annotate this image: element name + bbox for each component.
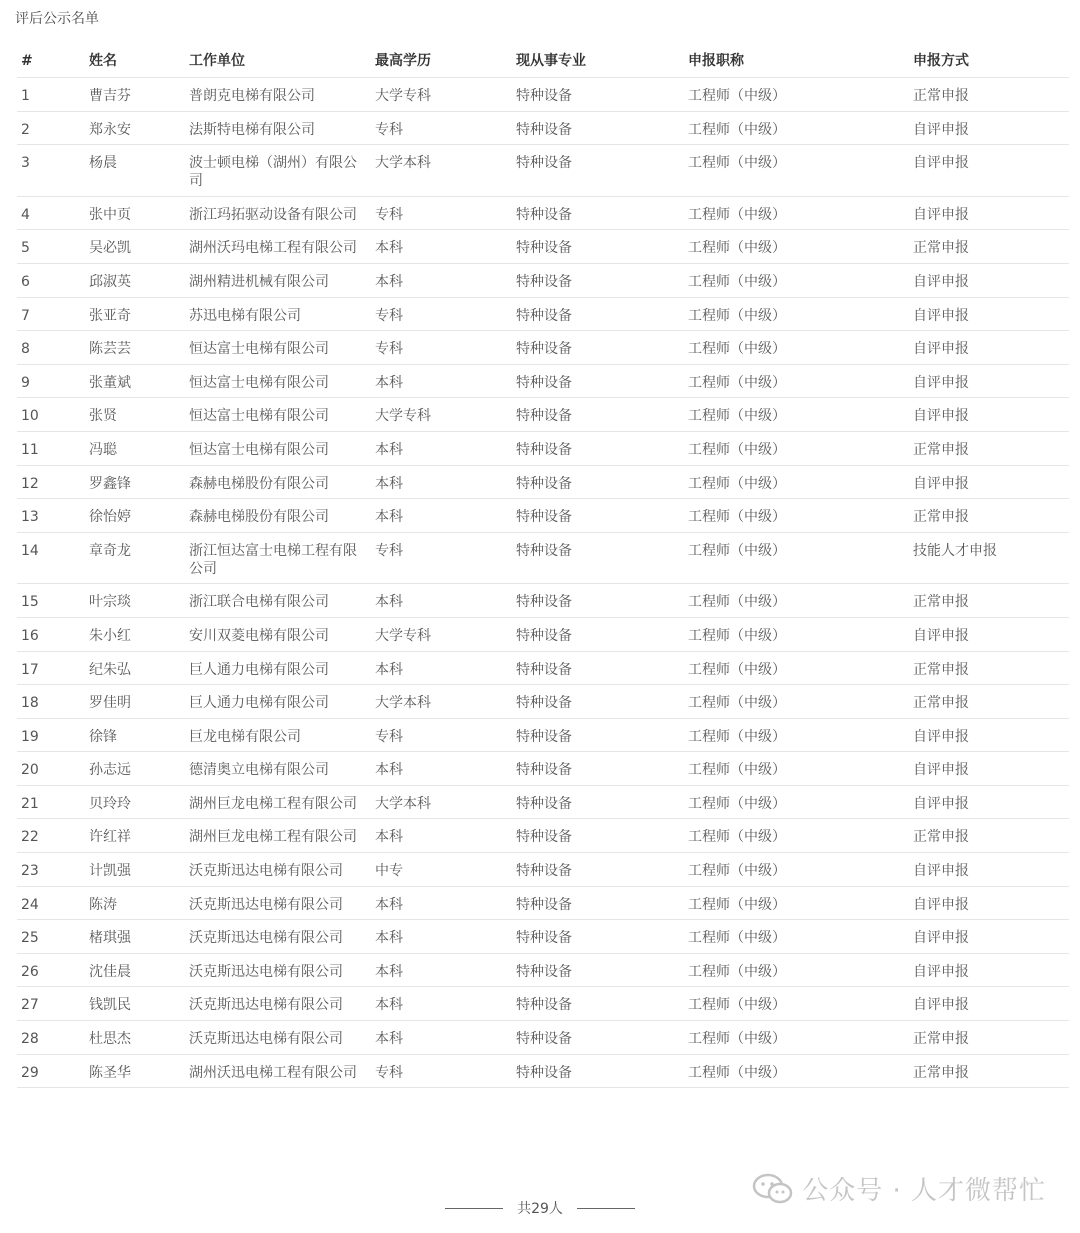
table-row xyxy=(17,954,1069,988)
table-row xyxy=(17,78,1069,112)
cell-method: 自评申报 xyxy=(913,475,969,492)
cell-name: 徐怡婷 xyxy=(89,509,131,526)
cell-name: 张贤 xyxy=(89,408,117,425)
cell-index: 9 xyxy=(21,374,30,391)
cell-employer: 湖州沃迅电梯工程有限公司 xyxy=(189,1064,357,1081)
cell-employer: 法斯特电梯有限公司 xyxy=(189,121,315,138)
cell-index: 6 xyxy=(21,273,30,290)
cell-index: 27 xyxy=(21,997,39,1014)
cell-title: 工程师（中级） xyxy=(688,273,786,290)
cell-title: 工程师（中级） xyxy=(688,963,786,980)
cell-employer: 湖州沃玛电梯工程有限公司 xyxy=(189,240,357,257)
cell-method: 正常申报 xyxy=(913,829,969,846)
cell-index: 5 xyxy=(21,240,30,257)
cell-name: 徐锋 xyxy=(89,728,117,745)
cell-index: 7 xyxy=(21,307,30,324)
cell-name: 计凯强 xyxy=(89,863,131,880)
table-row xyxy=(17,331,1069,365)
cell-name: 陈芸芸 xyxy=(89,341,131,358)
cell-name: 邱淑英 xyxy=(89,273,131,290)
total-count: 共29人 xyxy=(517,1201,563,1217)
cell-method: 自评申报 xyxy=(913,930,969,947)
cell-index: 3 xyxy=(21,155,30,172)
cell-name: 许红祥 xyxy=(89,829,131,846)
cell-education: 本科 xyxy=(375,963,403,980)
cell-index: 21 xyxy=(21,795,39,812)
cell-education: 专科 xyxy=(375,728,403,745)
cell-employer: 湖州巨龙电梯工程有限公司 xyxy=(189,795,357,812)
cell-name: 贝玲玲 xyxy=(89,795,131,812)
header-index: # xyxy=(21,53,33,69)
cell-employer: 安川双菱电梯有限公司 xyxy=(189,627,329,644)
cell-name: 章奇龙 xyxy=(89,542,131,559)
cell-name: 罗佳明 xyxy=(89,695,131,712)
cell-education: 本科 xyxy=(375,997,403,1014)
cell-title: 工程师（中级） xyxy=(688,374,786,391)
cell-method: 自评申报 xyxy=(913,762,969,779)
cell-title: 工程师（中级） xyxy=(688,1064,786,1081)
cell-specialty: 特种设备 xyxy=(516,1064,572,1081)
footer-divider-left xyxy=(445,1208,503,1209)
cell-education: 本科 xyxy=(375,661,403,678)
table-row xyxy=(17,230,1069,264)
cell-education: 专科 xyxy=(375,307,403,324)
cell-method: 技能人才申报 xyxy=(913,542,997,559)
footer-divider-right xyxy=(577,1208,635,1209)
watermark xyxy=(752,1170,1046,1207)
cell-index: 25 xyxy=(21,930,39,947)
cell-employer: 恒达富士电梯有限公司 xyxy=(189,374,329,391)
cell-method: 正常申报 xyxy=(913,88,969,104)
cell-specialty: 特种设备 xyxy=(516,627,572,644)
table-row xyxy=(17,1021,1069,1055)
cell-employer: 湖州巨龙电梯工程有限公司 xyxy=(189,829,357,846)
cell-employer: 浙江恒达富士电梯工程有限公司 xyxy=(189,542,357,577)
cell-name: 郑永安 xyxy=(89,121,131,138)
cell-title: 工程师（中级） xyxy=(688,88,786,104)
cell-specialty: 特种设备 xyxy=(516,121,572,138)
table-row xyxy=(17,652,1069,686)
cell-method: 自评申报 xyxy=(913,206,969,223)
cell-name: 张董斌 xyxy=(89,374,131,391)
cell-employer: 巨人通力电梯有限公司 xyxy=(189,695,329,712)
cell-employer: 巨龙电梯有限公司 xyxy=(189,728,301,745)
cell-method: 正常申报 xyxy=(913,441,969,458)
cell-specialty: 特种设备 xyxy=(516,408,572,425)
cell-specialty: 特种设备 xyxy=(516,155,572,172)
cell-index: 8 xyxy=(21,341,30,358)
cell-education: 本科 xyxy=(375,829,403,846)
table-row xyxy=(17,752,1069,786)
cell-title: 工程师（中级） xyxy=(688,930,786,947)
table-header-row xyxy=(17,44,1069,78)
cell-specialty: 特种设备 xyxy=(516,795,572,812)
cell-method: 正常申报 xyxy=(913,661,969,678)
cell-method: 自评申报 xyxy=(913,997,969,1014)
table-row xyxy=(17,920,1069,954)
cell-specialty: 特种设备 xyxy=(516,509,572,526)
cell-employer: 恒达富士电梯有限公司 xyxy=(189,408,329,425)
cell-education: 本科 xyxy=(375,762,403,779)
cell-education: 大学本科 xyxy=(375,155,431,172)
cell-specialty: 特种设备 xyxy=(516,441,572,458)
cell-education: 本科 xyxy=(375,240,403,257)
cell-title: 工程师（中级） xyxy=(688,896,786,913)
cell-index: 23 xyxy=(21,863,39,880)
cell-employer: 沃克斯迅达电梯有限公司 xyxy=(189,896,343,913)
cell-employer: 森赫电梯股份有限公司 xyxy=(189,475,329,492)
cell-education: 专科 xyxy=(375,542,403,559)
cell-education: 专科 xyxy=(375,341,403,358)
cell-title: 工程师（中级） xyxy=(688,1031,786,1048)
cell-title: 工程师（中级） xyxy=(688,408,786,425)
cell-name: 罗鑫锋 xyxy=(89,475,131,492)
table-row xyxy=(17,853,1069,887)
cell-specialty: 特种设备 xyxy=(516,997,572,1014)
table-row xyxy=(17,197,1069,231)
cell-name: 陈涛 xyxy=(89,896,117,913)
cell-specialty: 特种设备 xyxy=(516,963,572,980)
cell-index: 20 xyxy=(21,762,39,779)
cell-name: 吴必凯 xyxy=(89,240,131,257)
cell-method: 自评申报 xyxy=(913,896,969,913)
table-row xyxy=(17,466,1069,500)
cell-method: 自评申报 xyxy=(913,273,969,290)
cell-title: 工程师（中级） xyxy=(688,762,786,779)
cell-name: 陈圣华 xyxy=(89,1064,131,1081)
cell-index: 17 xyxy=(21,661,39,678)
cell-title: 工程师（中级） xyxy=(688,441,786,458)
cell-method: 自评申报 xyxy=(913,374,969,391)
cell-education: 本科 xyxy=(375,1031,403,1048)
cell-method: 正常申报 xyxy=(913,695,969,712)
cell-specialty: 特种设备 xyxy=(516,475,572,492)
cell-index: 29 xyxy=(21,1064,39,1081)
cell-method: 自评申报 xyxy=(913,627,969,644)
cell-specialty: 特种设备 xyxy=(516,206,572,223)
cell-title: 工程师（中级） xyxy=(688,728,786,745)
cell-specialty: 特种设备 xyxy=(516,930,572,947)
header-specialty: 现从事专业 xyxy=(516,53,586,69)
cell-index: 13 xyxy=(21,509,39,526)
cell-employer: 恒达富士电梯有限公司 xyxy=(189,441,329,458)
cell-title: 工程师（中级） xyxy=(688,341,786,358)
cell-name: 纪朱弘 xyxy=(89,661,131,678)
cell-employer: 波士顿电梯（湖州）有限公司 xyxy=(189,155,357,190)
cell-education: 大学本科 xyxy=(375,695,431,712)
cell-specialty: 特种设备 xyxy=(516,695,572,712)
table-row xyxy=(17,365,1069,399)
table-row xyxy=(17,618,1069,652)
cell-name: 楮琪强 xyxy=(89,930,131,947)
cell-method: 自评申报 xyxy=(913,963,969,980)
cell-employer: 巨人通力电梯有限公司 xyxy=(189,661,329,678)
cell-title: 工程师（中级） xyxy=(688,627,786,644)
cell-specialty: 特种设备 xyxy=(516,896,572,913)
cell-education: 本科 xyxy=(375,509,403,526)
cell-name: 冯聪 xyxy=(89,441,117,458)
roster-table xyxy=(17,44,1069,1088)
cell-title: 工程师（中级） xyxy=(688,542,786,559)
cell-employer: 恒达富士电梯有限公司 xyxy=(189,341,329,358)
cell-title: 工程师（中级） xyxy=(688,997,786,1014)
cell-employer: 湖州精进机械有限公司 xyxy=(189,273,329,290)
cell-method: 正常申报 xyxy=(913,240,969,257)
cell-education: 大学专科 xyxy=(375,627,431,644)
cell-employer: 浙江玛拓驱动设备有限公司 xyxy=(189,206,357,223)
cell-specialty: 特种设备 xyxy=(516,1031,572,1048)
cell-education: 专科 xyxy=(375,206,403,223)
cell-index: 10 xyxy=(21,408,39,425)
cell-employer: 苏迅电梯有限公司 xyxy=(189,307,301,324)
cell-index: 14 xyxy=(21,542,39,559)
cell-specialty: 特种设备 xyxy=(516,594,572,611)
cell-title: 工程师（中级） xyxy=(688,509,786,526)
cell-index: 19 xyxy=(21,728,39,745)
wechat-icon xyxy=(752,1173,794,1205)
cell-title: 工程师（中级） xyxy=(688,829,786,846)
cell-employer: 森赫电梯股份有限公司 xyxy=(189,509,329,526)
page-title: 评后公示名单 xyxy=(15,11,99,27)
cell-name: 钱凯民 xyxy=(89,997,131,1014)
cell-education: 中专 xyxy=(375,863,403,880)
table-row xyxy=(17,1055,1069,1089)
cell-index: 4 xyxy=(21,206,30,223)
table-row xyxy=(17,819,1069,853)
cell-method: 自评申报 xyxy=(913,121,969,138)
table-row xyxy=(17,685,1069,719)
table-row xyxy=(17,987,1069,1021)
cell-method: 自评申报 xyxy=(913,408,969,425)
cell-name: 张中页 xyxy=(89,206,131,223)
cell-specialty: 特种设备 xyxy=(516,88,572,104)
table-row xyxy=(17,584,1069,618)
cell-title: 工程师（中级） xyxy=(688,240,786,257)
cell-index: 18 xyxy=(21,695,39,712)
cell-title: 工程师（中级） xyxy=(688,155,786,172)
header-employer: 工作单位 xyxy=(189,53,245,69)
cell-index: 11 xyxy=(21,441,39,458)
cell-title: 工程师（中级） xyxy=(688,307,786,324)
cell-method: 自评申报 xyxy=(913,795,969,812)
cell-index: 26 xyxy=(21,963,39,980)
cell-specialty: 特种设备 xyxy=(516,374,572,391)
cell-index: 22 xyxy=(21,829,39,846)
cell-employer: 普朗克电梯有限公司 xyxy=(189,88,315,104)
cell-index: 24 xyxy=(21,896,39,913)
cell-specialty: 特种设备 xyxy=(516,728,572,745)
cell-specialty: 特种设备 xyxy=(516,829,572,846)
cell-index: 12 xyxy=(21,475,39,492)
cell-employer: 德清奥立电梯有限公司 xyxy=(189,762,329,779)
cell-education: 本科 xyxy=(375,273,403,290)
cell-specialty: 特种设备 xyxy=(516,542,572,559)
cell-method: 自评申报 xyxy=(913,341,969,358)
cell-specialty: 特种设备 xyxy=(516,273,572,290)
table-row xyxy=(17,398,1069,432)
cell-method: 正常申报 xyxy=(913,1031,969,1048)
cell-title: 工程师（中级） xyxy=(688,661,786,678)
table-row xyxy=(17,786,1069,820)
cell-employer: 沃克斯迅达电梯有限公司 xyxy=(189,997,343,1014)
cell-method: 正常申报 xyxy=(913,1064,969,1081)
cell-name: 杨晨 xyxy=(89,155,117,172)
cell-method: 正常申报 xyxy=(913,594,969,611)
cell-name: 杜思杰 xyxy=(89,1031,131,1048)
cell-title: 工程师（中级） xyxy=(688,206,786,223)
cell-name: 朱小红 xyxy=(89,627,131,644)
header-title: 申报职称 xyxy=(688,53,744,69)
cell-title: 工程师（中级） xyxy=(688,795,786,812)
cell-name: 曹吉芬 xyxy=(89,88,131,104)
table-row xyxy=(17,145,1069,197)
cell-employer: 浙江联合电梯有限公司 xyxy=(189,594,329,611)
table-row xyxy=(17,264,1069,298)
cell-title: 工程师（中级） xyxy=(688,863,786,880)
cell-education: 本科 xyxy=(375,441,403,458)
cell-education: 专科 xyxy=(375,121,403,138)
cell-index: 16 xyxy=(21,627,39,644)
cell-index: 28 xyxy=(21,1031,39,1048)
cell-title: 工程师（中级） xyxy=(688,695,786,712)
header-name: 姓名 xyxy=(89,53,117,69)
cell-education: 大学本科 xyxy=(375,795,431,812)
cell-method: 自评申报 xyxy=(913,728,969,745)
table-row xyxy=(17,499,1069,533)
cell-title: 工程师（中级） xyxy=(688,121,786,138)
cell-employer: 沃克斯迅达电梯有限公司 xyxy=(189,1031,343,1048)
cell-education: 本科 xyxy=(375,374,403,391)
cell-employer: 沃克斯迅达电梯有限公司 xyxy=(189,863,343,880)
cell-education: 本科 xyxy=(375,896,403,913)
table-row xyxy=(17,533,1069,585)
cell-method: 正常申报 xyxy=(913,509,969,526)
cell-specialty: 特种设备 xyxy=(516,307,572,324)
cell-education: 本科 xyxy=(375,930,403,947)
cell-index: 2 xyxy=(21,121,30,138)
cell-employer: 沃克斯迅达电梯有限公司 xyxy=(189,963,343,980)
cell-method: 自评申报 xyxy=(913,307,969,324)
cell-method: 自评申报 xyxy=(913,155,969,172)
cell-index: 15 xyxy=(21,594,39,611)
cell-education: 本科 xyxy=(375,475,403,492)
cell-name: 孙志远 xyxy=(89,762,131,779)
cell-specialty: 特种设备 xyxy=(516,661,572,678)
cell-title: 工程师（中级） xyxy=(688,594,786,611)
cell-specialty: 特种设备 xyxy=(516,762,572,779)
cell-education: 专科 xyxy=(375,1064,403,1081)
cell-method: 自评申报 xyxy=(913,863,969,880)
table-row xyxy=(17,112,1069,146)
cell-specialty: 特种设备 xyxy=(516,240,572,257)
cell-education: 大学专科 xyxy=(375,88,431,104)
table-row xyxy=(17,298,1069,332)
cell-education: 大学专科 xyxy=(375,408,431,425)
cell-education: 本科 xyxy=(375,594,403,611)
cell-title: 工程师（中级） xyxy=(688,475,786,492)
table-row xyxy=(17,432,1069,466)
cell-name: 叶宗琰 xyxy=(89,594,131,611)
watermark-text: 公众号 · 人才微帮忙 xyxy=(802,1176,1046,1206)
cell-specialty: 特种设备 xyxy=(516,863,572,880)
table-row xyxy=(17,719,1069,753)
cell-name: 张亚奇 xyxy=(89,307,131,324)
cell-employer: 沃克斯迅达电梯有限公司 xyxy=(189,930,343,947)
table-row xyxy=(17,887,1069,921)
header-method: 申报方式 xyxy=(913,53,969,69)
header-education: 最高学历 xyxy=(375,53,431,69)
cell-specialty: 特种设备 xyxy=(516,341,572,358)
cell-name: 沈佳晨 xyxy=(89,963,131,980)
cell-index: 1 xyxy=(21,88,30,104)
